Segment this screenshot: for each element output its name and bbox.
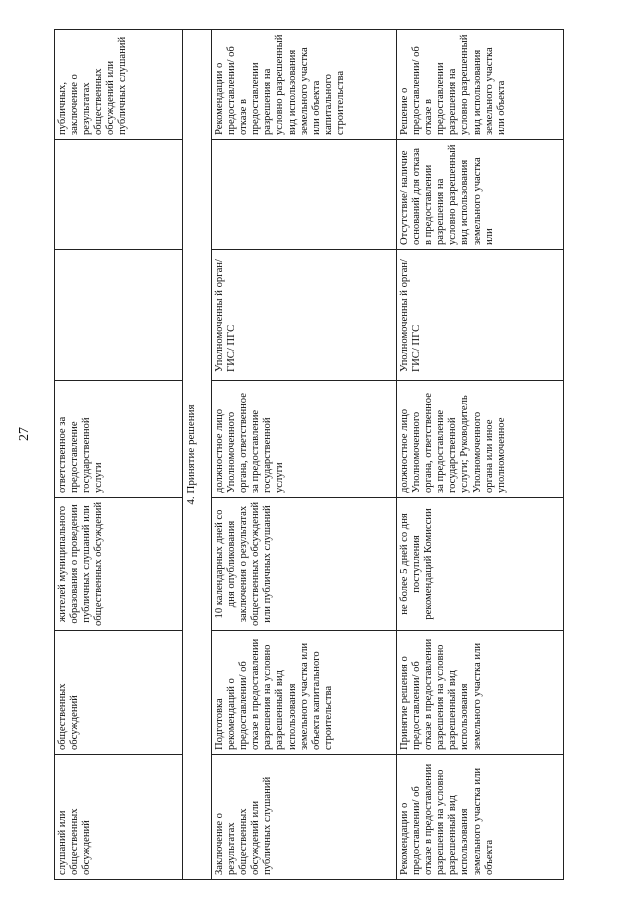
rotated-table-container bbox=[54, 30, 618, 880]
table-cell: Рекомендации о предоставлении/ об отказе в предоставлении разрешения на условно разрешенный вид использования земельного участка или объекта капитального строительства bbox=[212, 30, 397, 140]
table-cell: ответственное за предоставление государственной услуги bbox=[55, 381, 183, 498]
page-number: 27 bbox=[17, 427, 32, 441]
procedure-table bbox=[54, 29, 564, 880]
table-cell bbox=[212, 140, 397, 250]
table-cell: Решение о предоставлении/ об отказе в предоставлении разрешения на условно разрешенный вид использования земельного участка или объекта bbox=[397, 30, 564, 140]
table-cell bbox=[55, 140, 183, 250]
table-cell: общественных обсуждений bbox=[55, 631, 183, 755]
table-cell: Отсутствие/ наличие оснований для отказа в предоставлении разрешения на условно разрешенный вид использования земельного участка или bbox=[397, 140, 564, 250]
table-cell: Заключение о результатах общественных обсуждений или публичных слушаний bbox=[212, 755, 397, 880]
table-cell: слушаний или общественных обсуждений bbox=[55, 755, 183, 880]
table-cell: Рекомендации о предоставлении/ об отказе в предоставлении разрешения на условно разрешенный вид использования земельного участка или объекта bbox=[397, 755, 564, 880]
table-cell: должностное лицо Уполномоченного органа, ответственное за предоставление государственной услуги bbox=[212, 381, 397, 498]
table-cell: жителей муниципального образования о проведении публичных слушаний или общественных обсуждений bbox=[55, 498, 183, 631]
table-cell: Подготовка рекомендаций о предоставлении/ об отказе в предоставлении разрешения на условно разрешенный вид использования земельного участка или объекта капитального строительства bbox=[212, 631, 397, 755]
table-cell: Уполномоченны й орган/ГИС/ ПГС bbox=[397, 250, 564, 381]
section-header-row bbox=[183, 30, 212, 880]
table-row bbox=[55, 30, 183, 880]
table-row bbox=[397, 30, 564, 880]
table-cell: 10 календарных дней со дня опубликования заключения о результатах общественных обсуждений или публичных слушаний bbox=[212, 498, 397, 631]
table-cell: Уполномоченны й орган/ГИС/ ПГС bbox=[212, 250, 397, 381]
table-cell: публичных, заключение о результатах общественных обсуждений или публичных слушаний bbox=[55, 30, 183, 140]
table-cell: должностное лицо Уполномоченного органа, ответственное за предоставление государственной услуги; Руководитель Уполномоченного органа или иное уполномоченное bbox=[397, 381, 564, 498]
table-cell: не более 5 дней со дня поступления рекомендаций Комиссии bbox=[397, 498, 564, 631]
table-cell bbox=[55, 250, 183, 381]
table-cell: Принятие решения о предоставлении/ об отказе в предоставлении разрешения на условно разрешенный вид использования земельного участка или bbox=[397, 631, 564, 755]
section-header: 4. Принятие решения bbox=[183, 30, 212, 880]
table-row bbox=[212, 30, 397, 880]
